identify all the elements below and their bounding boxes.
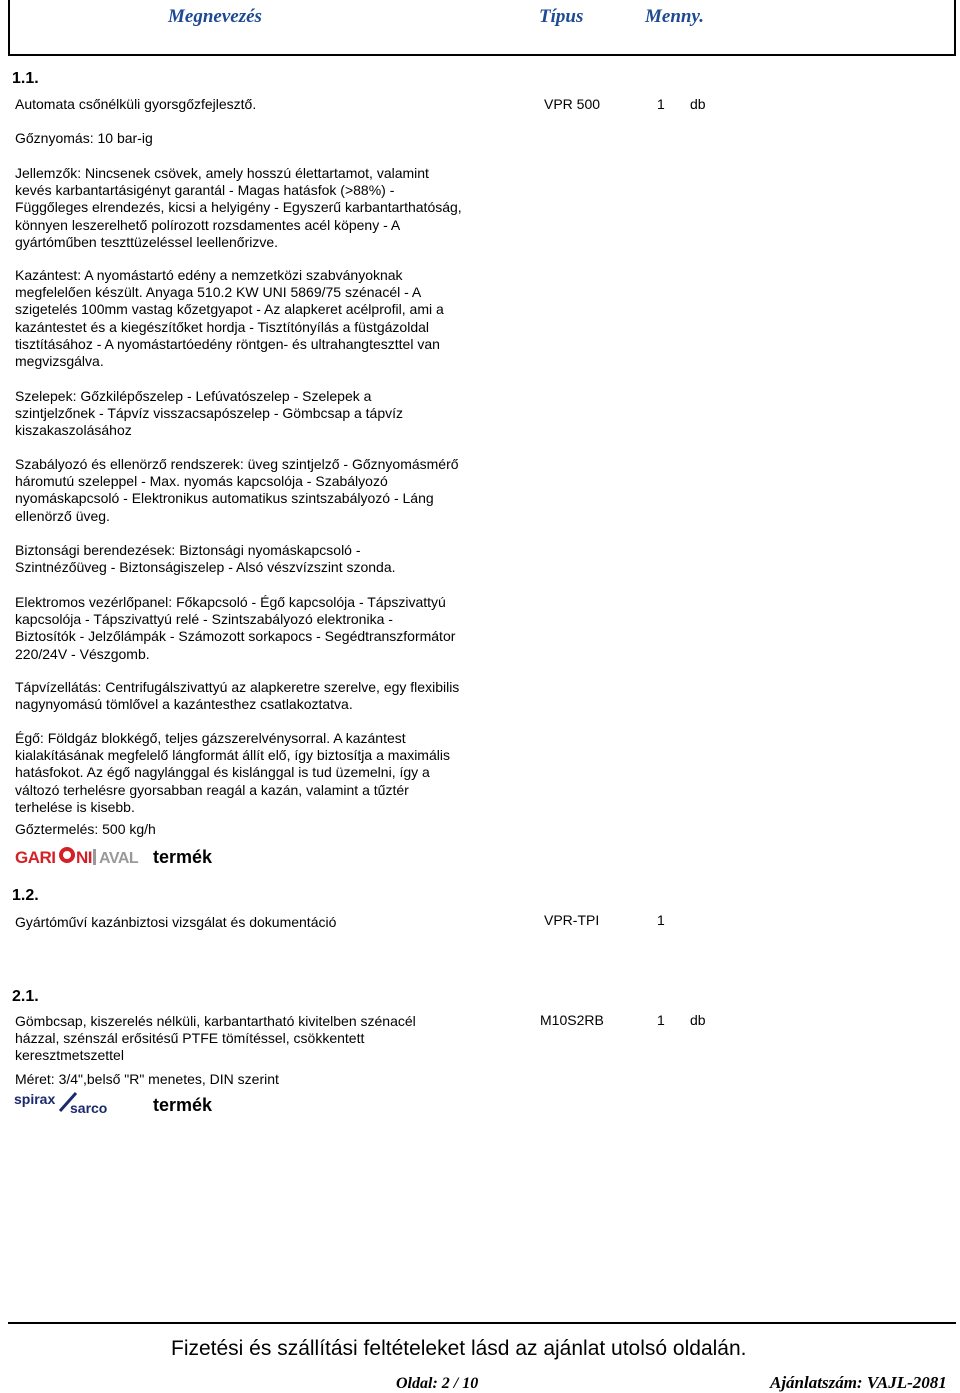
paragraph-valves: Szelepek: Gőzkilépőszelep - Lefúvatószelep - Szelepek a szintjelzőnek - Tápvíz visszacsapószelep - Gömbcsap a tápvíz kiszakaszolásához — [15, 388, 404, 439]
svg-text:GARI: GARI — [15, 848, 56, 867]
brand-product-label: termék — [153, 847, 213, 867]
item-type: VPR 500 — [544, 96, 601, 112]
header-name: Megnevezés — [168, 6, 262, 27]
item-unit: db — [690, 96, 706, 112]
svg-text:spirax: spirax — [14, 1091, 56, 1107]
paragraph-boiler-body: Kazántest: A nyomástartó edény a nemzetközi szabványoknak megfelelően készült. Anyaga 510.2 KW UNI 5869/75 szénacél - A szigetelés 100mm vastag kőzetgyapot - Az alapkeret acélprofil, ami a kazántestet és a kiegészítőket hordja - Tisztítónyílás a füstgázoldal tisztításához - A nyomástartóedény röntgen- és ultrahangteszttel van megvizsgálva. — [15, 267, 444, 370]
paragraph-burner: Égő: Földgáz blokkégő, teljes gázszerelvénysorral. A kazántest kialakításának megfelelő lángformát állít elő, így biztosítja a maximális hatásfokot. Az égő nagylánggal és kislánggal is tud üzemelni, így a változó terhelésre gyorsabban reagál a kazán, valamint a tűztér terhelése is kisebb. — [15, 730, 450, 815]
footer-divider — [8, 1322, 956, 1324]
header-qty: Menny. — [645, 6, 704, 27]
paragraph-electric: Elektromos vezérlőpanel: Főkapcsoló - Égő kapcsolója - Tápszivattyú kapcsolója - Tápszivattyú relé - Szintszabályozó elektronika - Biztosítók - Jelzőlámpák - Számozott sorkapocs - Segédtranszformátor 220/24V - Vészgomb. — [15, 594, 456, 662]
table-header — [8, 0, 956, 56]
item-qty: 1 — [657, 912, 665, 928]
item-title: Gyártóműví kazánbiztosi vizsgálat és dokumentáció — [15, 914, 337, 930]
offer-number: Ajánlatszám: VAJL-2081 — [770, 1373, 947, 1392]
svg-text:AVAL: AVAL — [99, 850, 139, 867]
item-type: M10S2RB — [540, 1012, 604, 1028]
item-title: Gömbcsap, kiszerelés nélküli, karbantartható kivitelben szénacél házzal, szénszál erősitésű PTFE tömítéssel, csökkentett keresztmetszettel — [15, 1013, 416, 1064]
paragraph-control: Szabályozó és ellenörző rendszerek: üveg szintjelző - Gőznyomásmérő háromutú szeleppel - Max. nyomás kapcsolója - Szabályozó nyomáskapcsoló - Elektronikus automatikus szintszabályozó - Láng ellenörző üveg. — [15, 456, 459, 524]
svg-text:sarco: sarco — [70, 1100, 108, 1115]
footer-note: Fizetési és szállítási feltételeket lásd az ajánlat utolsó oldalán. — [171, 1337, 747, 1360]
item-size: Méret: 3/4",belső "R" menetes, DIN szerint — [15, 1071, 279, 1087]
item-number: 1.1. — [12, 70, 39, 87]
paragraph-pressure: Gőznyomás: 10 bar-ig — [15, 130, 153, 146]
garioni-naval-logo — [15, 843, 150, 874]
spirax-sarco-logo — [14, 1091, 130, 1120]
brand-product-label: termék — [153, 1095, 213, 1115]
item-title: Automata csőnélküli gyorsgőzfejlesztő. — [15, 96, 257, 112]
paragraph-features: Jellemzők: Nincsenek csövek, amely hosszú élettartamot, valamint kevés karbantartásigényt garantál - Magas hatásfok (>88%) - Függőleges elrendezés, kicsi a helyigény - Egyszerű karbantarthatóság, könnyen leszerelhető polírozott rozsdamentes acél köpeny - A gyártóműben teszttüzeléssel leellenőrizve. — [15, 165, 462, 250]
item-qty: 1 — [657, 96, 665, 112]
paragraph-safety: Biztonsági berendezések: Biztonsági nyomáskapcsoló - Szintnézőüveg - Biztonságiszelep - Alsó vészvízszint szonda. — [15, 542, 396, 576]
item-unit: db — [690, 1012, 706, 1028]
item-type: VPR-TPI — [544, 912, 600, 928]
item-number: 1.2. — [12, 887, 39, 904]
paragraph-feedwater: Tápvízellátás: Centrifugálszivattyú az alapkeretre szerelve, egy flexibilis nagynyomású tömlővel a kazántesthez csatlakoztatva. — [15, 679, 460, 713]
svg-text:NI: NI — [76, 848, 92, 867]
page-number: Oldal: 2 / 10 — [396, 1375, 479, 1392]
item-number: 2.1. — [12, 988, 39, 1005]
paragraph-steam-output: Gőztermelés: 500 kg/h — [15, 821, 156, 837]
item-qty: 1 — [657, 1012, 665, 1028]
header-type: Típus — [539, 6, 584, 27]
